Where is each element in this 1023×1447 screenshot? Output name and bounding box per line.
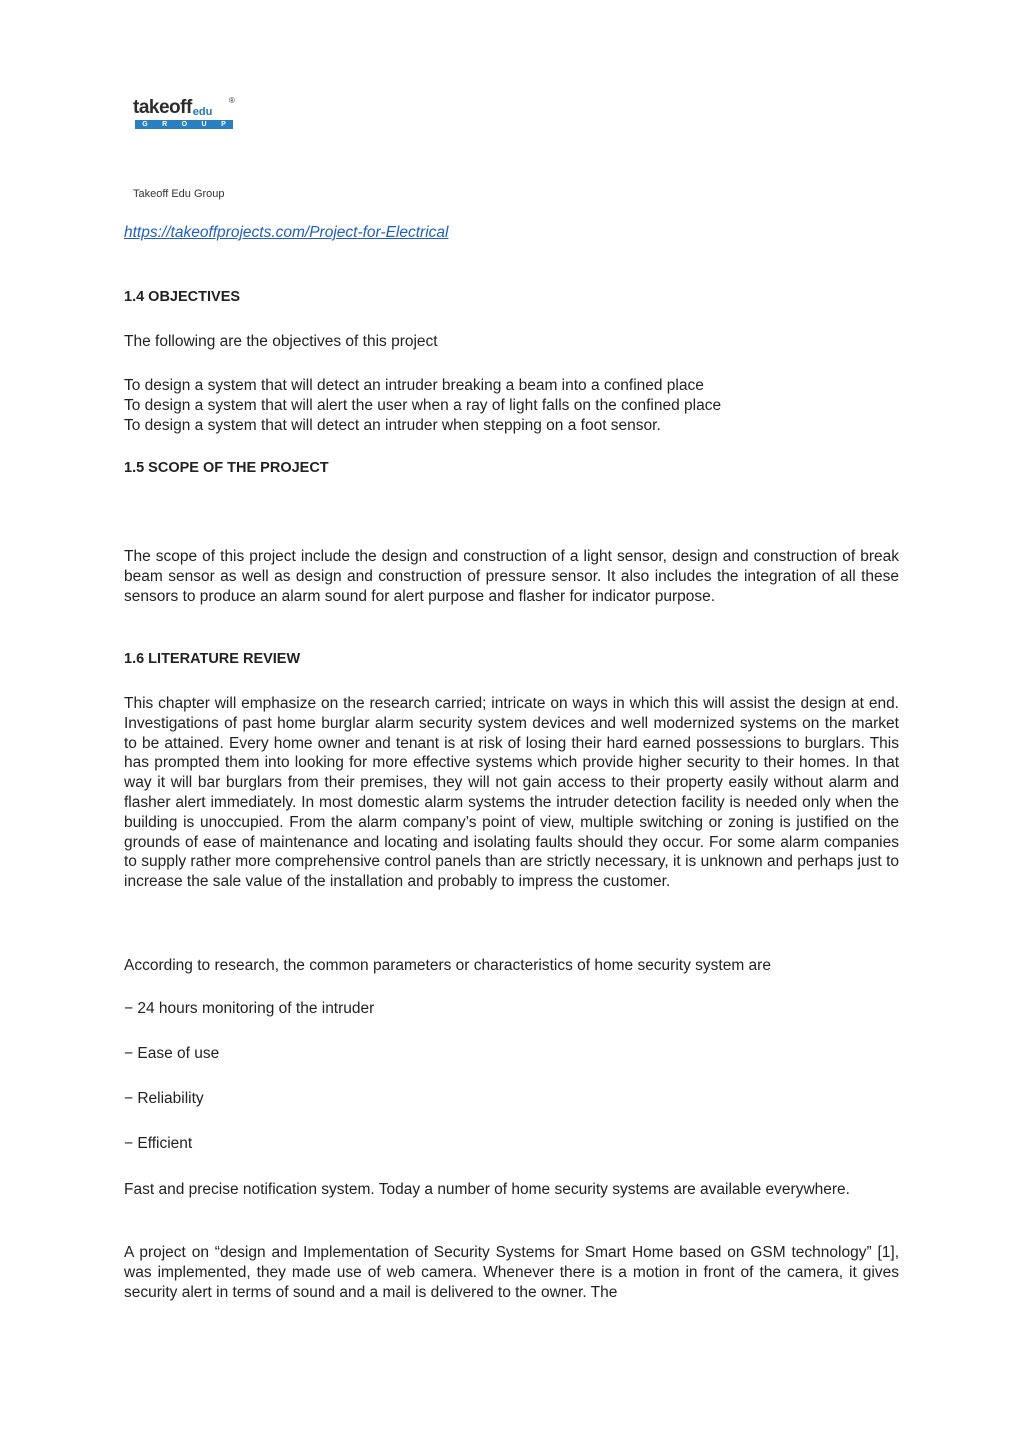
characteristic-bullet: − Ease of use: [124, 1045, 220, 1062]
group-name: Takeoff Edu Group: [133, 188, 225, 200]
objective-item: To design a system that will detect an intruder when stepping on a foot sensor.: [124, 417, 661, 434]
logo-wordmark: [133, 98, 237, 118]
logo-group-letter: R: [162, 121, 168, 128]
characteristic-bullet: − Reliability: [124, 1090, 204, 1107]
scope-heading: 1.5 SCOPE OF THE PROJECT: [124, 460, 329, 476]
notification-paragraph: Fast and precise notification system. Today a number of home security systems are available everywhere.: [124, 1181, 850, 1198]
characteristics-intro: According to research, the common parameters or characteristics of home security system are: [124, 957, 771, 974]
gsm-project-paragraph: A project on “design and Implementation of Security Systems for Smart Home based on GSM technology” [1], was implemented, they made use of web camera. Whenever there is a motion in front of the camera, it gives security alert in terms of sound and a mail is delivered to the owner. The: [124, 1244, 899, 1301]
logo-group-letter: G: [142, 121, 148, 128]
registered-mark: ®: [229, 96, 235, 105]
logo-text: takeoff: [133, 97, 192, 118]
logo-suffix: edu: [192, 106, 213, 118]
logo-group-letter: U: [201, 121, 207, 128]
objectives-heading: 1.4 OBJECTIVES: [124, 289, 241, 305]
objective-item: To design a system that will detect an intruder breaking a beam into a confined place: [124, 377, 704, 394]
scope-paragraph: The scope of this project include the design and construction of a light sensor, design and construction of break beam sensor as well as design and construction of pressure sensor. It also includes the integration of all these sensors to produce an alarm sound for alert purpose and flasher for indicator purpose.: [124, 548, 899, 605]
literature-heading: 1.6 LITERATURE REVIEW: [124, 651, 301, 667]
logo-group-letter: P: [221, 121, 226, 128]
logo-group-bar: [135, 120, 233, 129]
company-logo: [133, 98, 237, 132]
logo-group-letter: O: [181, 121, 188, 128]
literature-paragraph: This chapter will emphasize on the research carried; intricate on ways in which this will assist the design at end. Investigations of past home burglar alarm security system devices and well modernized systems on the market to be attained. Every home owner and tenant is at risk of losing their hard earned possessions to burglars. This has prompted them into looking for more effective systems which provide higher security to their homes. In that way it will bar burglars from their premises, they will not gain access to their property easily without alarm and flasher alert immediately. In most domestic alarm systems the intruder detection facility is needed only when the building is unoccupied. From the alarm company’s point of view, multiple switching or zoning is justified on the grounds of ease of maintenance and locating and isolating faults should they occur. For some alarm companies to supply rather more comprehensive control panels than are strictly necessary, it is unknown and perhaps just to increase the sale value of the installation and probably to impress the customer.: [124, 695, 899, 891]
objectives-intro: The following are the objectives of this project: [124, 333, 438, 350]
characteristic-bullet: − Efficient: [124, 1135, 193, 1152]
characteristic-bullet: − 24 hours monitoring of the intruder: [124, 1000, 375, 1017]
project-link[interactable]: https://takeoffprojects.com/Project-for-Electrical: [124, 224, 449, 241]
objective-item: To design a system that will alert the user when a ray of light falls on the confined place: [124, 397, 722, 414]
